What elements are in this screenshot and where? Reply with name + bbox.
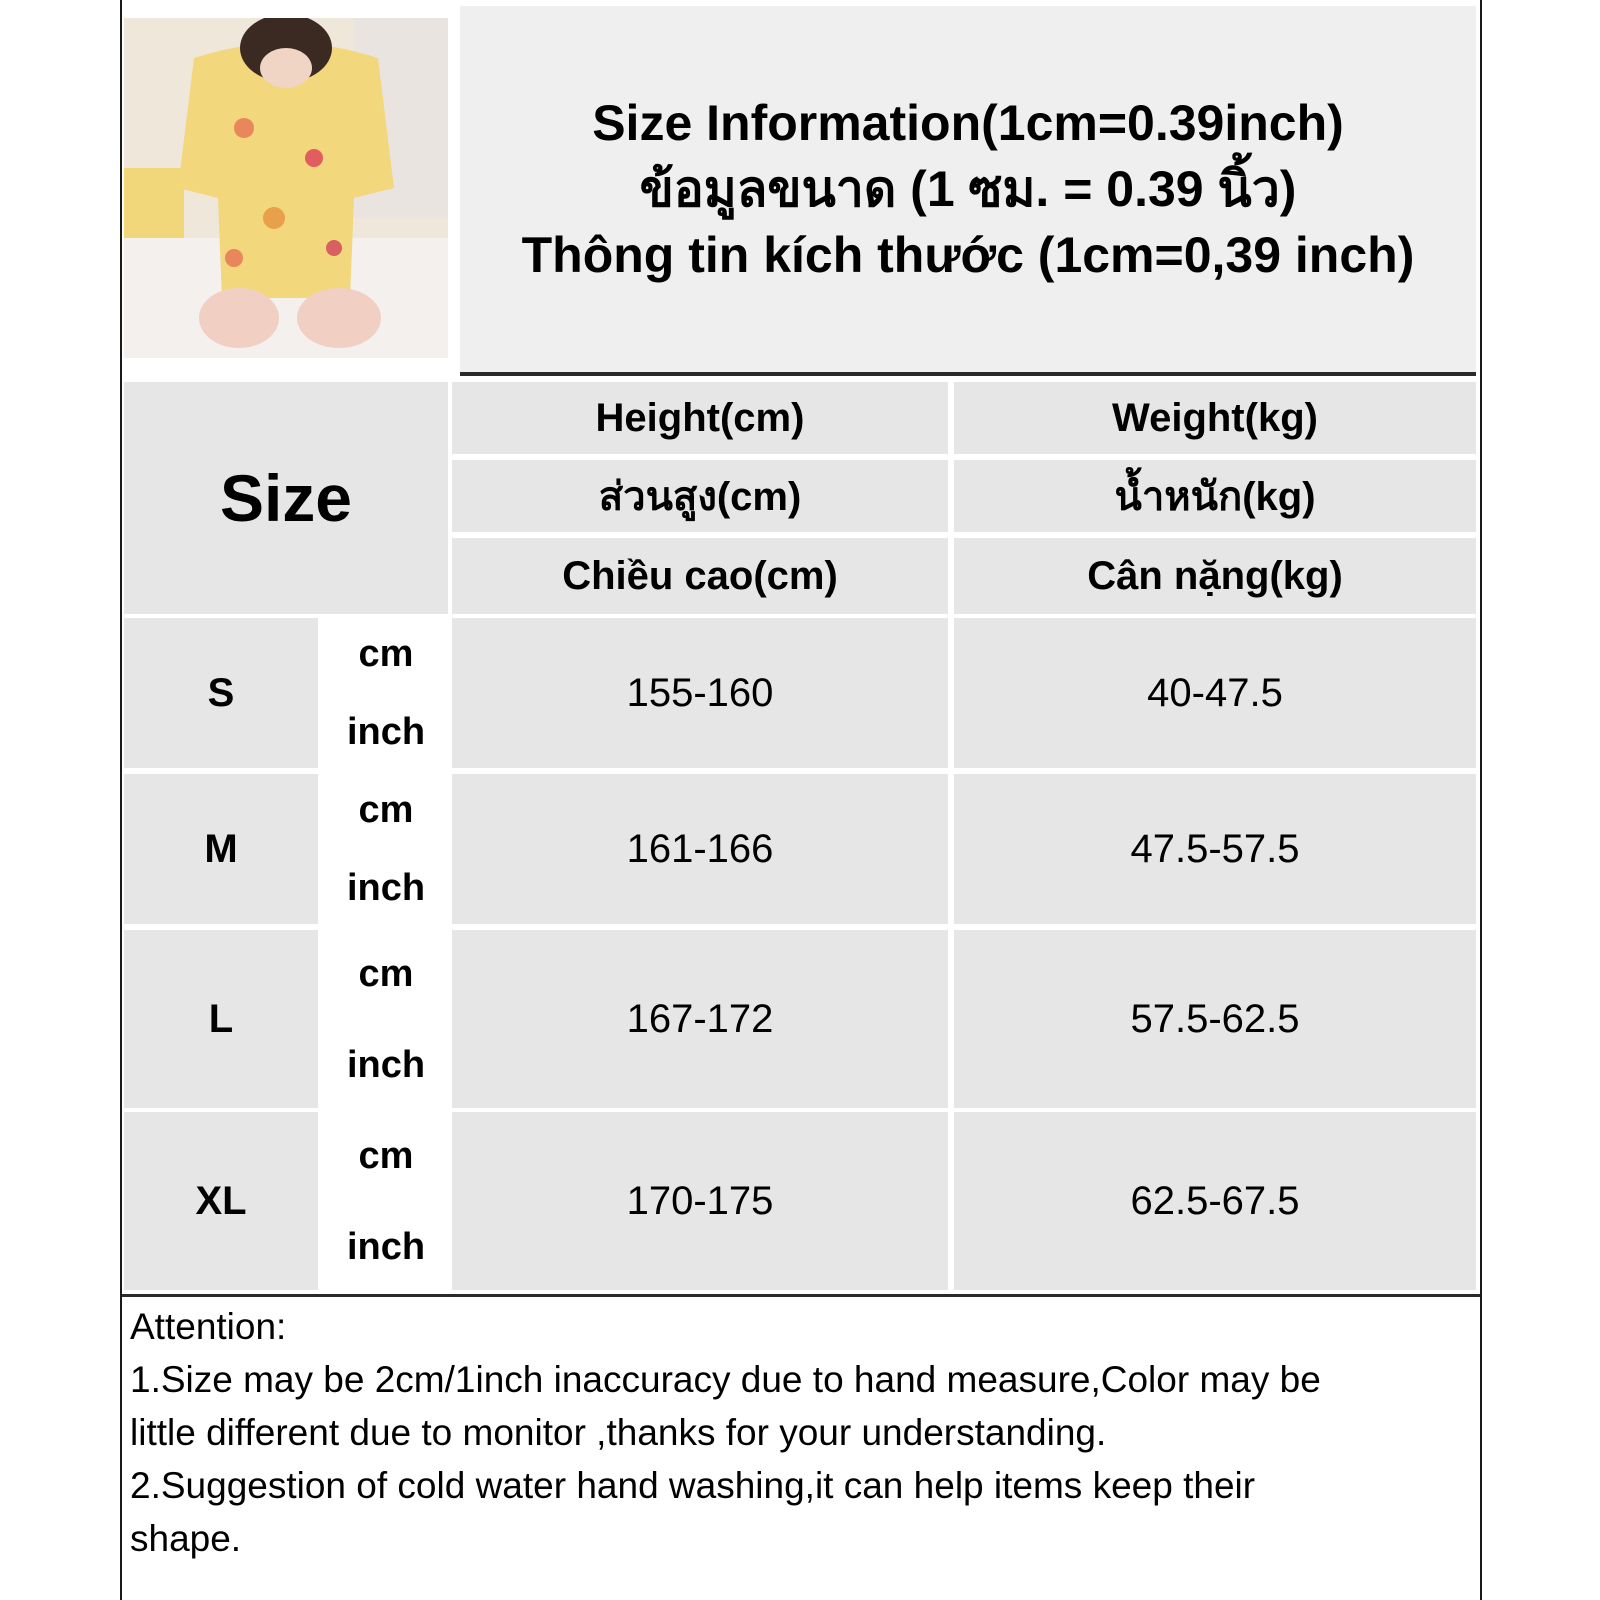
title-thai: ข้อมูลขนาด (1 ซม. = 0.39 นิ้ว) <box>639 161 1297 217</box>
weight-value: 62.5-67.5 <box>954 1112 1476 1290</box>
attention-notes <box>130 1300 1470 1565</box>
unit-inch: inch <box>324 1022 448 1108</box>
size-row-label: M <box>124 774 318 924</box>
size-chart <box>120 0 1482 1600</box>
height-header-th: ส่วนสูง(cm) <box>452 460 948 532</box>
unit-cm: cm <box>324 1112 448 1200</box>
weight-value: 40-47.5 <box>954 618 1476 768</box>
unit-inch: inch <box>324 852 448 924</box>
title-vietnamese: Thông tin kích thước (1cm=0,39 inch) <box>521 227 1415 283</box>
height-header-vi: Chiều cao(cm) <box>452 538 948 614</box>
unit-cm: cm <box>324 774 448 846</box>
size-header-label: Size <box>219 461 353 535</box>
attention-line: shape. <box>130 1518 242 1559</box>
weight-value: 47.5-57.5 <box>954 774 1476 924</box>
size-row-label: S <box>124 618 318 768</box>
height-value: 155-160 <box>452 618 948 768</box>
height-value: 170-175 <box>452 1112 948 1290</box>
attention-line: little different due to monitor ,thanks for your understanding. <box>130 1412 1107 1453</box>
unit-inch: inch <box>324 696 448 768</box>
weight-header-vi: Cân nặng(kg) <box>954 538 1476 614</box>
unit-inch: inch <box>324 1204 448 1290</box>
table-bottom-divider <box>122 1294 1480 1297</box>
product-photo <box>124 18 448 358</box>
height-header-en: Height(cm) <box>452 382 948 454</box>
weight-header-th: น้ำหนัก(kg) <box>954 460 1476 532</box>
attention-line: 2.Suggestion of cold water hand washing,it can help items keep their <box>130 1465 1256 1506</box>
pajama-photo-illustration <box>124 18 448 358</box>
height-value: 167-172 <box>452 930 948 1108</box>
attention-line: 1.Size may be 2cm/1inch inaccuracy due to hand measure,Color may be <box>130 1359 1321 1400</box>
title-english: Size Information(1cm=0.39inch) <box>592 95 1344 151</box>
unit-cm: cm <box>324 930 448 1018</box>
weight-header-en: Weight(kg) <box>954 382 1476 454</box>
weight-value: 57.5-62.5 <box>954 930 1476 1108</box>
height-value: 161-166 <box>452 774 948 924</box>
size-row-label: L <box>124 930 318 1108</box>
size-info-title <box>460 6 1476 376</box>
size-header <box>124 382 448 614</box>
attention-heading: Attention: <box>130 1306 287 1347</box>
unit-cm: cm <box>324 618 448 690</box>
size-row-label: XL <box>124 1112 318 1290</box>
